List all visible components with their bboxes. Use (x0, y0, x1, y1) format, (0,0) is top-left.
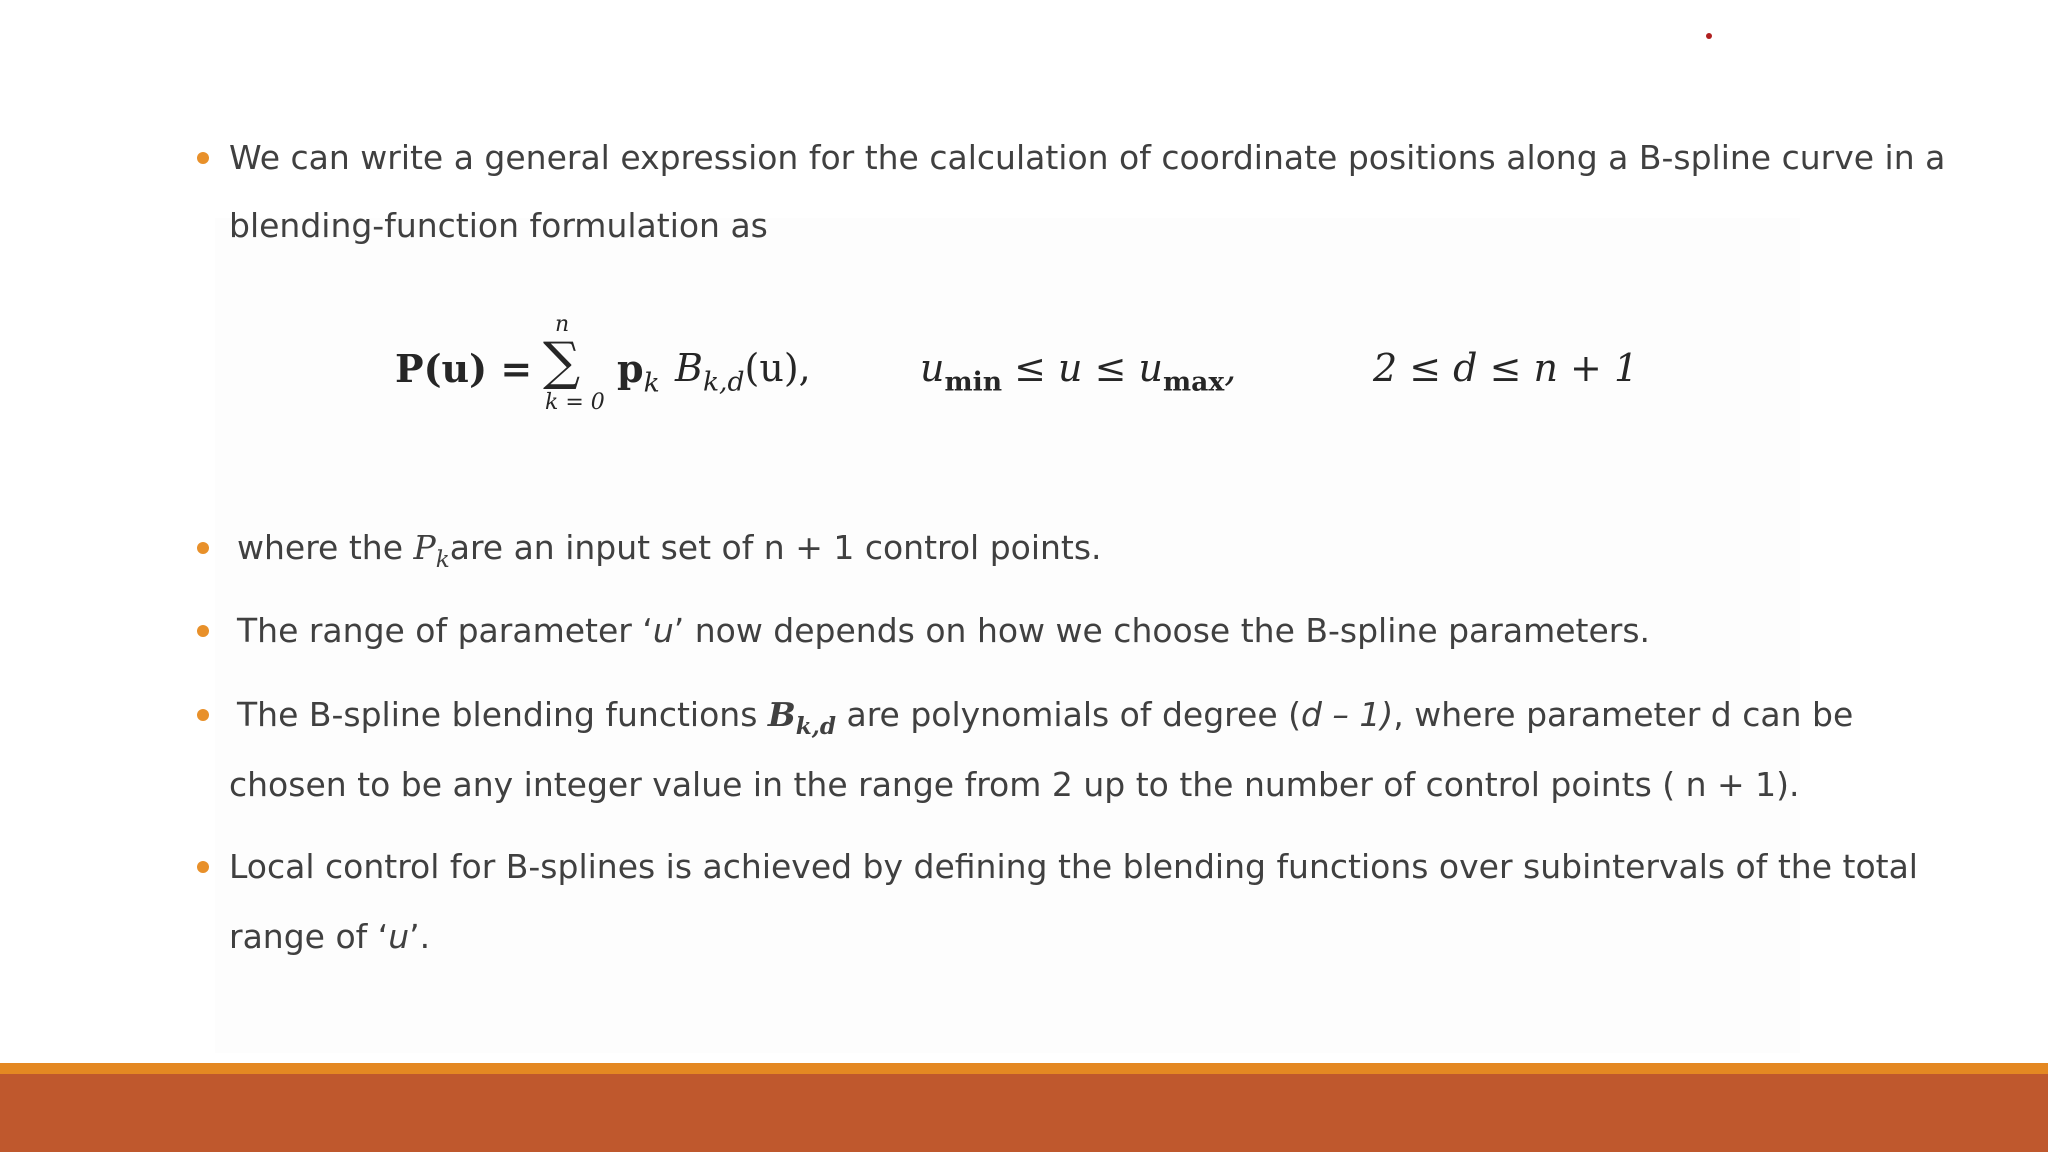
bullet-dot-icon (197, 542, 209, 554)
footer-red-band (0, 1074, 2048, 1152)
sum-upper-limit: n (555, 312, 570, 337)
red-dot-mark (1706, 33, 1712, 39)
bullet-dot-icon (197, 709, 209, 721)
bullet-5-text: Local control for B-splines is achieved by defining the blending functions over subintervals of the total (229, 847, 1918, 886)
equation-lhs: P(u) = (395, 346, 533, 391)
bullet-dot-icon (197, 861, 209, 873)
bspline-equation (395, 312, 1695, 428)
bullet-3-text: The range of parameter ‘u’ now depends on how we choose the B-spline parameters. (237, 611, 1651, 650)
bullet-4-text: The B-spline blending functions $B_{k,d}$ are polynomials of degree (d – 1), where parameter d can be (237, 695, 1854, 741)
bullet-2-text: where the $P_kare$ an input set of n + 1 control points. (237, 528, 1102, 574)
bullet-4-text-continued: chosen to be any integer value in the range from 2 up to the number of control points ( n + 1). (229, 765, 1800, 804)
sum-lower-limit: k = 0 (545, 390, 605, 415)
sigma-symbol: ∑ (543, 332, 581, 392)
bullet-dot-icon (197, 625, 209, 637)
bullet-1-text: We can write a general expression for the calculation of coordinate positions along a B-spline curve in a (229, 138, 1946, 177)
bullet-dot-icon (197, 152, 209, 164)
bullet-1-text-continued: blending-function formulation as (229, 206, 768, 245)
footer-orange-band (0, 1063, 2048, 1074)
equation-term-p: $p_k$ (617, 346, 660, 399)
equation-u-range: $u_{min} \le u \le u_{max}$, (920, 346, 1237, 398)
equation-blend: $B_{k,d}(u)$, (675, 346, 811, 398)
equation-degree-range: 2 ≤ d ≤ n + 1 (1373, 346, 1639, 390)
bullet-5-text-continued: range of ‘u’. (229, 917, 431, 956)
